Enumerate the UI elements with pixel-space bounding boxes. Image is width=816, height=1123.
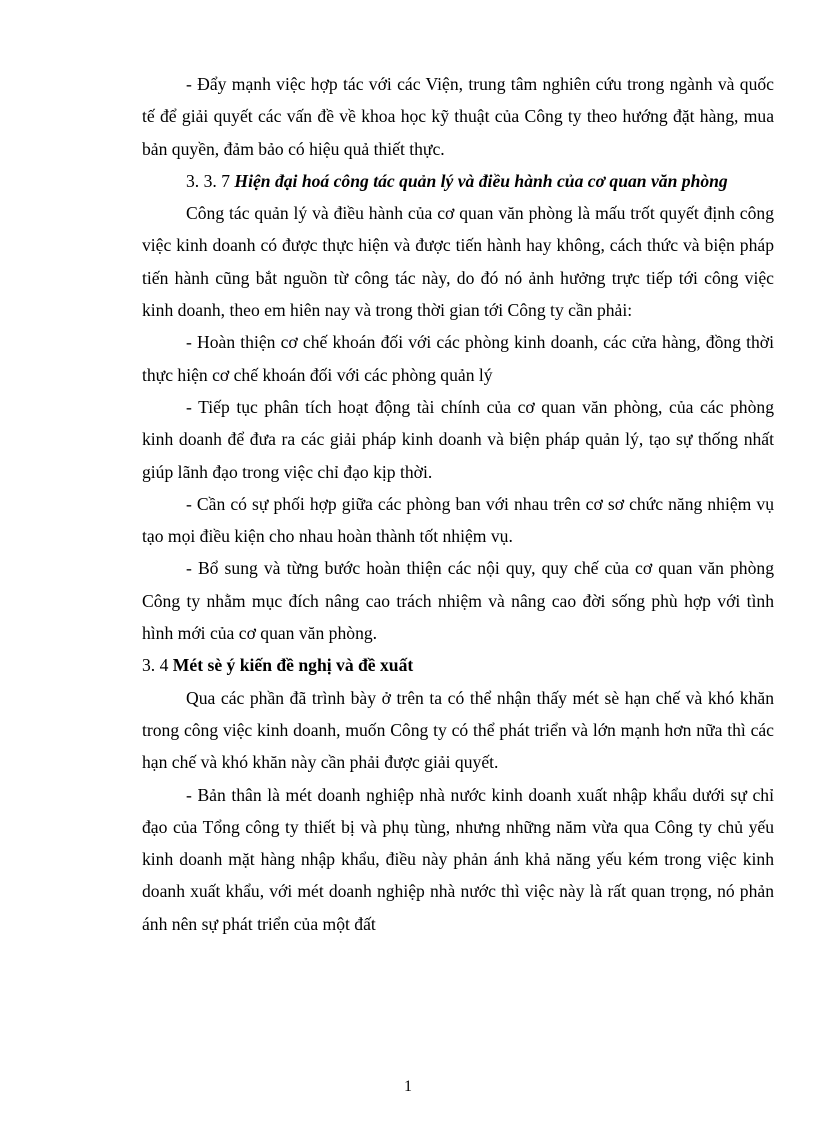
page-number: 1	[404, 1078, 412, 1095]
document-body	[142, 68, 774, 940]
section-heading-3-4	[142, 649, 774, 681]
section-number: 3. 4	[142, 655, 173, 676]
paragraph: Công tác quản lý và điều hành của cơ quan văn phòng là mấu trốt quyết định công việc kinh doanh có được thực hiện và được tiến hành hay không, cách thức và biện pháp tiến hành cũng bắt nguồn từ công tác này, do đó nó ảnh hưởng trực tiếp tới công việc kinh doanh, theo em hiên nay và trong thời gian tới Công ty cần phải:	[142, 203, 774, 321]
bullet-paragraph: - Bản thân là mét doanh nghiệp nhà nước kinh doanh xuất nhập khẩu dưới sự chỉ đạo của Tổng công ty thiết bị và phụ tùng, nhưng những năm vừa qua Công ty chủ yếu kinh doanh mặt hàng nhập khẩu, điều này phản ánh khả năng yếu kém trong việc kinh doanh xuất khẩu, với mét doanh nghiệp nhà nước thì việc này là rất quan trọng, nó phản ánh nên sự phát triển của một đất	[142, 784, 774, 934]
section-title: Hiện đại hoá công tác quản lý và điều hành của cơ quan văn phòng	[234, 170, 728, 191]
bullet-paragraph: - Bổ sung và từng bước hoàn thiện các nội quy, quy chế của cơ quan văn phòng Công ty nhằm mục đích nâng cao trách nhiệm và nâng cao đời sống phù hợp với tình hình mới của cơ quan văn phòng.	[142, 558, 774, 644]
section-number: 3. 3. 7	[186, 170, 235, 191]
bullet-paragraph: - Hoàn thiện cơ chế khoán đối với các phòng kinh doanh, các cửa hàng, đồng thời thực hiện cơ chế khoán đối với các phòng quản lý	[142, 332, 774, 385]
bullet-paragraph: - Cần có sự phối hợp giữa các phòng ban với nhau trên cơ sơ chức năng nhiệm vụ tạo mọi điều kiện cho nhau hoàn thành tốt nhiệm vụ.	[142, 493, 774, 547]
paragraph: Qua các phần đã trình bày ở trên ta có thể nhận thấy mét sè hạn chế và khó khăn trong công việc kinh doanh, muốn Công ty có thể phát triển và lớn mạnh hơn nữa thì các hạn chế và khó khăn này cần phải được giải quyết.	[142, 687, 774, 773]
section-title: Mét sè ý kiến đề nghị và đề xuất	[172, 655, 414, 676]
section-heading-3-3-7	[142, 165, 774, 197]
bullet-paragraph: - Tiếp tục phân tích hoạt động tài chính của cơ quan văn phòng, của các phòng kinh doanh để đưa ra các giải pháp kinh doanh và biện pháp quản lý, tạo sự thống nhất giúp lãnh đạo trong việc chỉ đạo kịp thời.	[142, 396, 774, 482]
paragraph: - Đẩy mạnh việc hợp tác với các Viện, trung tâm nghiên cứu trong ngành và quốc tế để giải quyết các vấn đề về khoa học kỹ thuật của Công ty theo hướng đặt hàng, mua bản quyền, đảm bảo có hiệu quả thiết thực.	[142, 74, 774, 159]
